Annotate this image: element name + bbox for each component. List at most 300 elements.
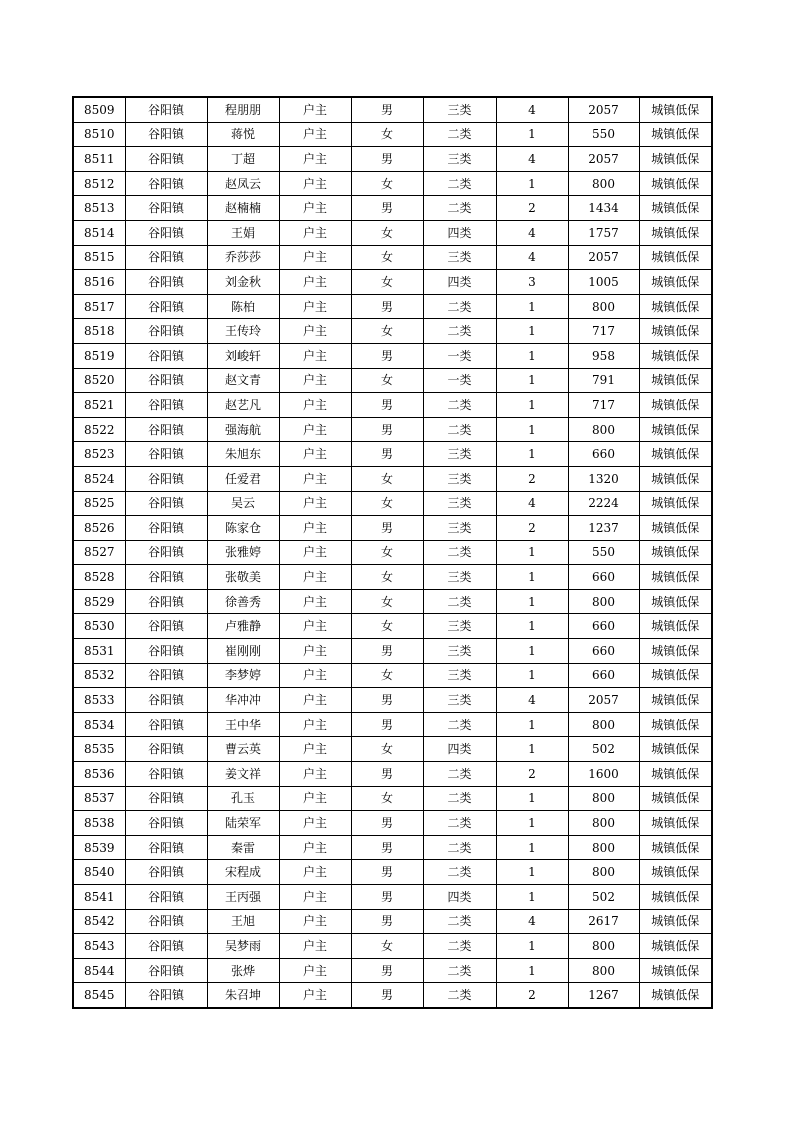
town-cell: 谷阳镇 xyxy=(125,860,207,885)
assistance-type-cell: 城镇低保 xyxy=(639,909,712,934)
serial-number-cell: 8518 xyxy=(73,319,125,344)
town-cell: 谷阳镇 xyxy=(125,589,207,614)
assistance-type-cell: 城镇低保 xyxy=(639,466,712,491)
category-cell: 二类 xyxy=(423,934,496,959)
assistance-type-cell: 城镇低保 xyxy=(639,516,712,541)
household-size-cell: 2 xyxy=(496,516,568,541)
name-cell: 陈柏 xyxy=(207,294,279,319)
relation-cell: 户主 xyxy=(279,270,351,295)
town-cell: 谷阳镇 xyxy=(125,442,207,467)
relation-cell: 户主 xyxy=(279,589,351,614)
name-cell: 吴梦雨 xyxy=(207,934,279,959)
town-cell: 谷阳镇 xyxy=(125,565,207,590)
gender-cell: 男 xyxy=(351,811,423,836)
category-cell: 三类 xyxy=(423,614,496,639)
serial-number-cell: 8520 xyxy=(73,368,125,393)
table-row xyxy=(73,245,712,270)
town-cell: 谷阳镇 xyxy=(125,466,207,491)
household-size-cell: 1 xyxy=(496,835,568,860)
amount-cell: 2057 xyxy=(568,97,639,122)
category-cell: 二类 xyxy=(423,958,496,983)
town-cell: 谷阳镇 xyxy=(125,614,207,639)
serial-number-cell: 8545 xyxy=(73,983,125,1008)
name-cell: 陆荣军 xyxy=(207,811,279,836)
table-row xyxy=(73,122,712,147)
table-row xyxy=(73,516,712,541)
serial-number-cell: 8541 xyxy=(73,885,125,910)
serial-number-cell: 8537 xyxy=(73,786,125,811)
category-cell: 二类 xyxy=(423,712,496,737)
town-cell: 谷阳镇 xyxy=(125,639,207,664)
category-cell: 二类 xyxy=(423,393,496,418)
household-size-cell: 1 xyxy=(496,958,568,983)
relation-cell: 户主 xyxy=(279,171,351,196)
relation-cell: 户主 xyxy=(279,220,351,245)
household-size-cell: 1 xyxy=(496,417,568,442)
household-size-cell: 1 xyxy=(496,860,568,885)
household-size-cell: 1 xyxy=(496,368,568,393)
town-cell: 谷阳镇 xyxy=(125,245,207,270)
name-cell: 崔刚刚 xyxy=(207,639,279,664)
category-cell: 二类 xyxy=(423,835,496,860)
amount-cell: 791 xyxy=(568,368,639,393)
assistance-type-cell: 城镇低保 xyxy=(639,860,712,885)
town-cell: 谷阳镇 xyxy=(125,835,207,860)
category-cell: 二类 xyxy=(423,983,496,1008)
name-cell: 王传玲 xyxy=(207,319,279,344)
table-row xyxy=(73,491,712,516)
household-size-cell: 1 xyxy=(496,934,568,959)
assistance-type-cell: 城镇低保 xyxy=(639,663,712,688)
table-row xyxy=(73,614,712,639)
table-row xyxy=(73,97,712,122)
amount-cell: 800 xyxy=(568,934,639,959)
amount-cell: 800 xyxy=(568,171,639,196)
serial-number-cell: 8538 xyxy=(73,811,125,836)
serial-number-cell: 8533 xyxy=(73,688,125,713)
serial-number-cell: 8530 xyxy=(73,614,125,639)
serial-number-cell: 8515 xyxy=(73,245,125,270)
category-cell: 一类 xyxy=(423,343,496,368)
gender-cell: 女 xyxy=(351,663,423,688)
relation-cell: 户主 xyxy=(279,786,351,811)
gender-cell: 男 xyxy=(351,516,423,541)
amount-cell: 2057 xyxy=(568,688,639,713)
household-size-cell: 4 xyxy=(496,220,568,245)
category-cell: 三类 xyxy=(423,688,496,713)
name-cell: 秦雷 xyxy=(207,835,279,860)
assistance-type-cell: 城镇低保 xyxy=(639,196,712,221)
town-cell: 谷阳镇 xyxy=(125,171,207,196)
household-size-cell: 3 xyxy=(496,270,568,295)
category-cell: 二类 xyxy=(423,762,496,787)
household-size-cell: 2 xyxy=(496,762,568,787)
serial-number-cell: 8519 xyxy=(73,343,125,368)
relation-cell: 户主 xyxy=(279,147,351,172)
assistance-type-cell: 城镇低保 xyxy=(639,639,712,664)
amount-cell: 800 xyxy=(568,712,639,737)
table-row xyxy=(73,762,712,787)
serial-number-cell: 8512 xyxy=(73,171,125,196)
table-row xyxy=(73,319,712,344)
amount-cell: 660 xyxy=(568,639,639,664)
assistance-type-cell: 城镇低保 xyxy=(639,811,712,836)
assistance-type-cell: 城镇低保 xyxy=(639,368,712,393)
serial-number-cell: 8513 xyxy=(73,196,125,221)
town-cell: 谷阳镇 xyxy=(125,393,207,418)
gender-cell: 男 xyxy=(351,712,423,737)
name-cell: 李梦婷 xyxy=(207,663,279,688)
gender-cell: 男 xyxy=(351,688,423,713)
relation-cell: 户主 xyxy=(279,835,351,860)
assistance-type-cell: 城镇低保 xyxy=(639,737,712,762)
household-size-cell: 1 xyxy=(496,589,568,614)
amount-cell: 958 xyxy=(568,343,639,368)
assistance-type-cell: 城镇低保 xyxy=(639,343,712,368)
name-cell: 刘峻轩 xyxy=(207,343,279,368)
table-row xyxy=(73,958,712,983)
category-cell: 二类 xyxy=(423,811,496,836)
category-cell: 三类 xyxy=(423,147,496,172)
serial-number-cell: 8535 xyxy=(73,737,125,762)
table-row xyxy=(73,171,712,196)
town-cell: 谷阳镇 xyxy=(125,983,207,1008)
town-cell: 谷阳镇 xyxy=(125,811,207,836)
household-size-cell: 1 xyxy=(496,737,568,762)
category-cell: 二类 xyxy=(423,196,496,221)
gender-cell: 男 xyxy=(351,393,423,418)
assistance-type-cell: 城镇低保 xyxy=(639,835,712,860)
table-row xyxy=(73,466,712,491)
name-cell: 乔莎莎 xyxy=(207,245,279,270)
relation-cell: 户主 xyxy=(279,417,351,442)
household-size-cell: 4 xyxy=(496,245,568,270)
category-cell: 二类 xyxy=(423,319,496,344)
household-size-cell: 1 xyxy=(496,442,568,467)
assistance-type-cell: 城镇低保 xyxy=(639,245,712,270)
category-cell: 三类 xyxy=(423,97,496,122)
household-size-cell: 4 xyxy=(496,147,568,172)
amount-cell: 800 xyxy=(568,294,639,319)
category-cell: 三类 xyxy=(423,442,496,467)
amount-cell: 1600 xyxy=(568,762,639,787)
relation-cell: 户主 xyxy=(279,614,351,639)
table-row xyxy=(73,786,712,811)
town-cell: 谷阳镇 xyxy=(125,97,207,122)
category-cell: 二类 xyxy=(423,294,496,319)
household-size-cell: 4 xyxy=(496,909,568,934)
gender-cell: 男 xyxy=(351,909,423,934)
town-cell: 谷阳镇 xyxy=(125,762,207,787)
table-row xyxy=(73,393,712,418)
serial-number-cell: 8524 xyxy=(73,466,125,491)
town-cell: 谷阳镇 xyxy=(125,196,207,221)
assistance-type-cell: 城镇低保 xyxy=(639,171,712,196)
assistance-type-cell: 城镇低保 xyxy=(639,417,712,442)
gender-cell: 女 xyxy=(351,589,423,614)
household-size-cell: 1 xyxy=(496,786,568,811)
gender-cell: 女 xyxy=(351,565,423,590)
assistance-type-cell: 城镇低保 xyxy=(639,786,712,811)
town-cell: 谷阳镇 xyxy=(125,663,207,688)
amount-cell: 502 xyxy=(568,737,639,762)
table-row xyxy=(73,417,712,442)
name-cell: 曹云英 xyxy=(207,737,279,762)
gender-cell: 男 xyxy=(351,983,423,1008)
table-row xyxy=(73,294,712,319)
serial-number-cell: 8528 xyxy=(73,565,125,590)
gender-cell: 女 xyxy=(351,368,423,393)
household-size-cell: 2 xyxy=(496,983,568,1008)
name-cell: 张敬美 xyxy=(207,565,279,590)
serial-number-cell: 8521 xyxy=(73,393,125,418)
serial-number-cell: 8514 xyxy=(73,220,125,245)
amount-cell: 660 xyxy=(568,565,639,590)
category-cell: 四类 xyxy=(423,885,496,910)
table-row xyxy=(73,540,712,565)
assistance-type-cell: 城镇低保 xyxy=(639,270,712,295)
table-row xyxy=(73,196,712,221)
town-cell: 谷阳镇 xyxy=(125,147,207,172)
relation-cell: 户主 xyxy=(279,860,351,885)
gender-cell: 女 xyxy=(351,466,423,491)
table-row xyxy=(73,835,712,860)
table-row xyxy=(73,737,712,762)
amount-cell: 550 xyxy=(568,540,639,565)
amount-cell: 800 xyxy=(568,786,639,811)
household-size-cell: 2 xyxy=(496,466,568,491)
assistance-type-cell: 城镇低保 xyxy=(639,762,712,787)
category-cell: 一类 xyxy=(423,368,496,393)
gender-cell: 女 xyxy=(351,540,423,565)
amount-cell: 550 xyxy=(568,122,639,147)
serial-number-cell: 8526 xyxy=(73,516,125,541)
town-cell: 谷阳镇 xyxy=(125,319,207,344)
serial-number-cell: 8522 xyxy=(73,417,125,442)
household-size-cell: 1 xyxy=(496,639,568,664)
table-row xyxy=(73,639,712,664)
gender-cell: 男 xyxy=(351,835,423,860)
category-cell: 二类 xyxy=(423,589,496,614)
town-cell: 谷阳镇 xyxy=(125,786,207,811)
name-cell: 卢雅静 xyxy=(207,614,279,639)
name-cell: 朱旭东 xyxy=(207,442,279,467)
household-size-cell: 1 xyxy=(496,319,568,344)
gender-cell: 女 xyxy=(351,786,423,811)
name-cell: 张烨 xyxy=(207,958,279,983)
serial-number-cell: 8536 xyxy=(73,762,125,787)
amount-cell: 800 xyxy=(568,835,639,860)
relation-cell: 户主 xyxy=(279,885,351,910)
town-cell: 谷阳镇 xyxy=(125,737,207,762)
name-cell: 蒋悦 xyxy=(207,122,279,147)
name-cell: 程朋朋 xyxy=(207,97,279,122)
relation-cell: 户主 xyxy=(279,909,351,934)
assistance-type-cell: 城镇低保 xyxy=(639,97,712,122)
assistance-type-cell: 城镇低保 xyxy=(639,393,712,418)
relation-cell: 户主 xyxy=(279,343,351,368)
amount-cell: 800 xyxy=(568,811,639,836)
name-cell: 赵艺凡 xyxy=(207,393,279,418)
assistance-type-cell: 城镇低保 xyxy=(639,589,712,614)
serial-number-cell: 8525 xyxy=(73,491,125,516)
serial-number-cell: 8532 xyxy=(73,663,125,688)
serial-number-cell: 8542 xyxy=(73,909,125,934)
name-cell: 强海航 xyxy=(207,417,279,442)
relation-cell: 户主 xyxy=(279,934,351,959)
amount-cell: 660 xyxy=(568,663,639,688)
relation-cell: 户主 xyxy=(279,97,351,122)
household-size-cell: 1 xyxy=(496,294,568,319)
amount-cell: 1434 xyxy=(568,196,639,221)
name-cell: 华冲冲 xyxy=(207,688,279,713)
household-size-cell: 1 xyxy=(496,565,568,590)
table-row xyxy=(73,811,712,836)
gender-cell: 女 xyxy=(351,220,423,245)
town-cell: 谷阳镇 xyxy=(125,958,207,983)
assistance-type-cell: 城镇低保 xyxy=(639,122,712,147)
gender-cell: 男 xyxy=(351,294,423,319)
gender-cell: 男 xyxy=(351,442,423,467)
gender-cell: 女 xyxy=(351,614,423,639)
amount-cell: 800 xyxy=(568,417,639,442)
gender-cell: 男 xyxy=(351,639,423,664)
category-cell: 四类 xyxy=(423,737,496,762)
category-cell: 三类 xyxy=(423,491,496,516)
gender-cell: 男 xyxy=(351,196,423,221)
serial-number-cell: 8531 xyxy=(73,639,125,664)
relation-cell: 户主 xyxy=(279,639,351,664)
gender-cell: 女 xyxy=(351,737,423,762)
relation-cell: 户主 xyxy=(279,294,351,319)
name-cell: 赵文青 xyxy=(207,368,279,393)
amount-cell: 502 xyxy=(568,885,639,910)
serial-number-cell: 8511 xyxy=(73,147,125,172)
relation-cell: 户主 xyxy=(279,983,351,1008)
household-size-cell: 1 xyxy=(496,343,568,368)
name-cell: 刘金秋 xyxy=(207,270,279,295)
name-cell: 姜文祥 xyxy=(207,762,279,787)
category-cell: 二类 xyxy=(423,122,496,147)
name-cell: 王中华 xyxy=(207,712,279,737)
relation-cell: 户主 xyxy=(279,737,351,762)
gender-cell: 女 xyxy=(351,122,423,147)
relation-cell: 户主 xyxy=(279,811,351,836)
amount-cell: 660 xyxy=(568,614,639,639)
assistance-type-cell: 城镇低保 xyxy=(639,147,712,172)
town-cell: 谷阳镇 xyxy=(125,712,207,737)
town-cell: 谷阳镇 xyxy=(125,909,207,934)
relation-cell: 户主 xyxy=(279,958,351,983)
amount-cell: 717 xyxy=(568,393,639,418)
town-cell: 谷阳镇 xyxy=(125,516,207,541)
town-cell: 谷阳镇 xyxy=(125,540,207,565)
serial-number-cell: 8543 xyxy=(73,934,125,959)
relation-cell: 户主 xyxy=(279,762,351,787)
gender-cell: 男 xyxy=(351,860,423,885)
household-size-cell: 4 xyxy=(496,97,568,122)
category-cell: 三类 xyxy=(423,245,496,270)
serial-number-cell: 8527 xyxy=(73,540,125,565)
household-size-cell: 1 xyxy=(496,663,568,688)
household-size-cell: 2 xyxy=(496,196,568,221)
household-size-cell: 1 xyxy=(496,885,568,910)
assistance-type-cell: 城镇低保 xyxy=(639,220,712,245)
amount-cell: 2617 xyxy=(568,909,639,934)
table-row xyxy=(73,885,712,910)
table-row xyxy=(73,270,712,295)
assistance-type-cell: 城镇低保 xyxy=(639,319,712,344)
category-cell: 二类 xyxy=(423,786,496,811)
name-cell: 陈家仓 xyxy=(207,516,279,541)
serial-number-cell: 8523 xyxy=(73,442,125,467)
household-size-cell: 1 xyxy=(496,122,568,147)
assistance-type-cell: 城镇低保 xyxy=(639,885,712,910)
table-row xyxy=(73,343,712,368)
category-cell: 三类 xyxy=(423,663,496,688)
table-row xyxy=(73,220,712,245)
gender-cell: 女 xyxy=(351,934,423,959)
town-cell: 谷阳镇 xyxy=(125,122,207,147)
assistance-roster-table xyxy=(72,96,713,1009)
serial-number-cell: 8540 xyxy=(73,860,125,885)
amount-cell: 800 xyxy=(568,589,639,614)
serial-number-cell: 8529 xyxy=(73,589,125,614)
name-cell: 王丙强 xyxy=(207,885,279,910)
amount-cell: 2057 xyxy=(568,245,639,270)
amount-cell: 660 xyxy=(568,442,639,467)
gender-cell: 女 xyxy=(351,491,423,516)
table-body xyxy=(73,97,712,1008)
table-row xyxy=(73,983,712,1008)
town-cell: 谷阳镇 xyxy=(125,220,207,245)
relation-cell: 户主 xyxy=(279,442,351,467)
assistance-type-cell: 城镇低保 xyxy=(639,565,712,590)
name-cell: 赵楠楠 xyxy=(207,196,279,221)
table-row xyxy=(73,688,712,713)
household-size-cell: 1 xyxy=(496,393,568,418)
household-size-cell: 4 xyxy=(496,491,568,516)
name-cell: 宋程成 xyxy=(207,860,279,885)
name-cell: 王娟 xyxy=(207,220,279,245)
gender-cell: 男 xyxy=(351,417,423,442)
amount-cell: 800 xyxy=(568,860,639,885)
category-cell: 三类 xyxy=(423,639,496,664)
gender-cell: 男 xyxy=(351,147,423,172)
gender-cell: 男 xyxy=(351,762,423,787)
household-size-cell: 1 xyxy=(496,614,568,639)
relation-cell: 户主 xyxy=(279,712,351,737)
town-cell: 谷阳镇 xyxy=(125,294,207,319)
relation-cell: 户主 xyxy=(279,196,351,221)
category-cell: 二类 xyxy=(423,909,496,934)
household-size-cell: 1 xyxy=(496,540,568,565)
serial-number-cell: 8544 xyxy=(73,958,125,983)
category-cell: 二类 xyxy=(423,417,496,442)
name-cell: 朱召坤 xyxy=(207,983,279,1008)
gender-cell: 女 xyxy=(351,319,423,344)
name-cell: 王旭 xyxy=(207,909,279,934)
assistance-type-cell: 城镇低保 xyxy=(639,983,712,1008)
category-cell: 三类 xyxy=(423,516,496,541)
assistance-type-cell: 城镇低保 xyxy=(639,442,712,467)
amount-cell: 800 xyxy=(568,958,639,983)
relation-cell: 户主 xyxy=(279,540,351,565)
town-cell: 谷阳镇 xyxy=(125,885,207,910)
serial-number-cell: 8517 xyxy=(73,294,125,319)
relation-cell: 户主 xyxy=(279,516,351,541)
table-row xyxy=(73,909,712,934)
